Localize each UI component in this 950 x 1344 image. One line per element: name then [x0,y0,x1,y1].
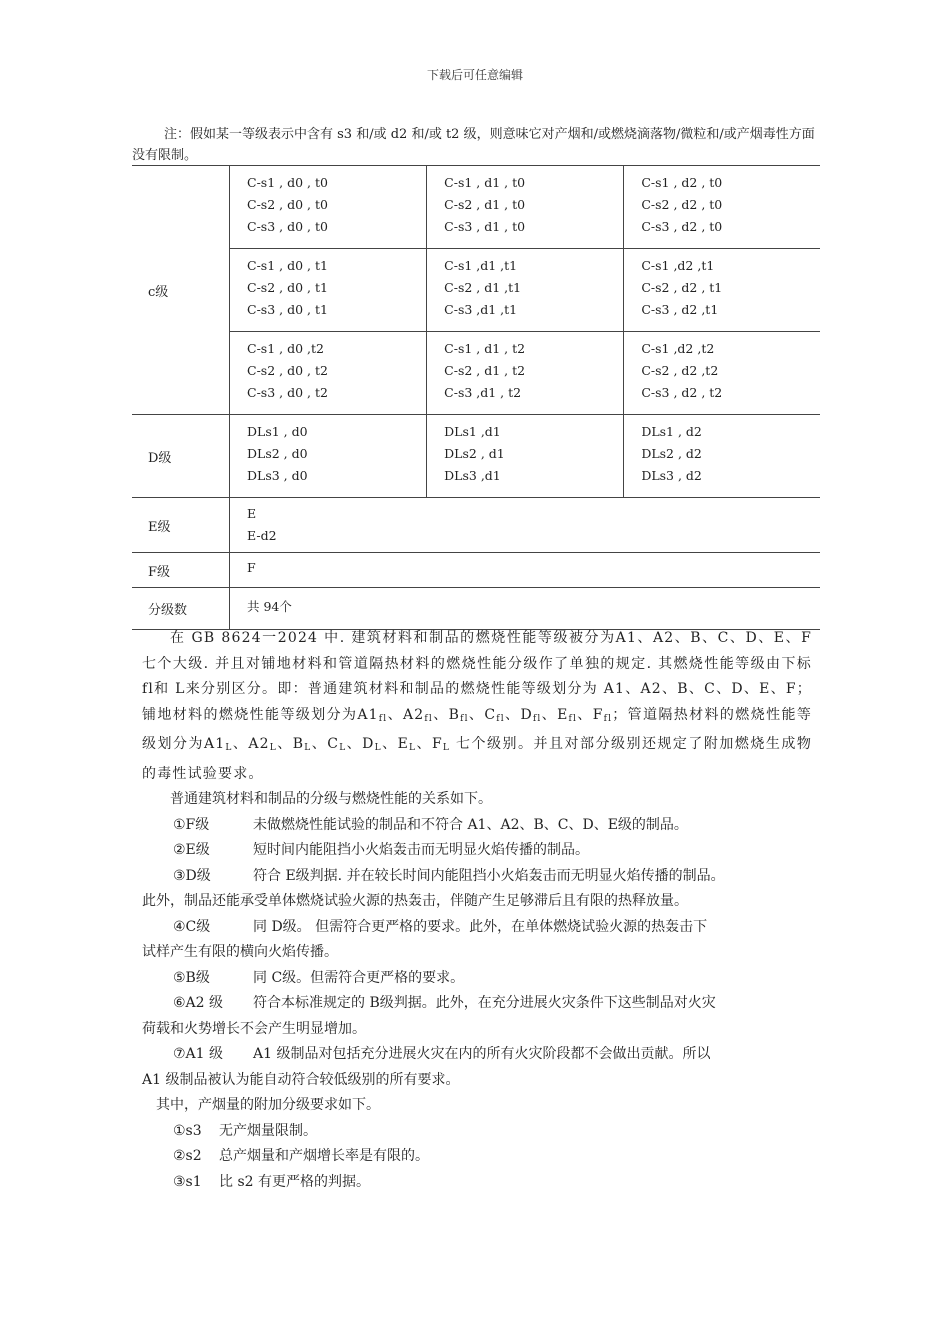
table-cell: C-s1 , d0 , t0 C-s2 , d0 , t0 C-s3 , d0 , t0 [230,166,427,249]
table-row-c [132,249,820,332]
row-label-f: F级 [132,553,230,588]
table-cell: C-s1 ,d1 ,t1 C-s2 , d1 ,t1 C-s3 ,d1 ,t1 [427,249,624,332]
row-label-e: E级 [132,498,230,553]
table-cell: DLs1 ,d1 DLs2 , d1 DLs3 ,d1 [427,415,624,498]
grade-item-f: ①F级 未做燃烧性能试验的制品和不符合 A1、A2、B、C、D、E级的制品。 [173,816,688,833]
table-row-e [132,498,820,553]
grade-item-d-cont: 此外，制品还能承受单体燃烧试验火源的热轰击，伴随产生足够滞后且有限的热释放量。 [142,893,688,909]
relation-intro: 普通建筑材料和制品的分级与燃烧性能的关系如下。 [170,791,492,807]
smoke-item-s3: ①s3 无产烟量限制。 [173,1122,317,1139]
table-cell: C-s1 ,d2 ,t2 C-s2 , d2 ,t2 C-s3 , d2 , t2 [624,332,820,415]
note-paragraph: 注：假如某一等级表示中含有 s3 和/或 d2 和/或 t2 级，则意味它对产烟和/或燃烧滴落物/微粒和/或产烟毒性方面没有限制。 [132,127,815,163]
table-row-count [132,588,820,630]
table-cell: F [230,553,821,588]
table-cell: DLs1 , d2 DLs2 , d2 DLs3 , d2 [624,415,820,498]
grade-item-a1: ⑦A1 级 A1 级制品对包括充分进展火灾在内的所有火灾阶段都不会做出贡献。所以 [173,1046,711,1062]
smoke-intro: 其中，产烟量的附加分级要求如下。 [156,1097,380,1113]
grade-item-a2: ⑥A2 级 符合本标准规定的 B级判据。此外，在充分进展火灾条件下这些制品对火灾 [173,995,716,1011]
table-cell: E E-d2 [230,498,821,553]
table-row-c [132,166,820,249]
row-label-d: D级 [132,415,230,498]
smoke-item-s2: ②s2 总产烟量和产烟增长率是有限的。 [173,1148,429,1164]
row-label-count: 分级数 [132,588,230,630]
table-cell: 共 94个 [230,588,821,630]
fl-grade-list: $A1_{fl}$、$A2_{fl}$、$B_{fl}$、$C_{fl}$、$D_{fl}$、$E_{fl}$、$F_{fl}$ [357,706,613,724]
grade-item-c: ④C级 同 D级。 但需符合更严格的要求。此外，在单体燃烧试验火源的热轰击下 [173,918,708,935]
table-cell: C-s1 , d1 , t0 C-s2 , d1 , t0 C-s3 , d1 , t0 [427,166,624,249]
grade-item-e: ②E级 短时间内能阻挡小火焰轰击而无明显火焰传播的制品。 [173,842,589,858]
l-grade-list: $A1_L$、$A2_L$、$B_L$、$C_L$、$D_L$、$E_L$、$F_L$ [203,736,451,753]
table-cell: C-s1 , d0 , t1 C-s2 , d0 , t1 C-s3 , d0 , t1 [230,249,427,332]
table-cell: C-s1 , d2 , t0 C-s2 , d2 , t0 C-s3 , d2 , t0 [624,166,820,249]
grade-item-a1-cont: A1 级制品被认为能自动符合较低级别的所有要求。 [142,1071,460,1088]
page-header: 下载后可任意编辑 [426,68,523,82]
smoke-item-s1: ③s1 比 s2 有更严格的判据。 [173,1173,370,1190]
table-row-c [132,332,820,415]
grade-table [132,165,820,630]
table-cell: C-s1 , d0 ,t2 C-s2 , d0 , t2 C-s3 , d0 , t2 [230,332,427,415]
table-cell: DLs1 , d0 DLs2 , d0 DLs3 , d0 [230,415,427,498]
table-row-f [132,553,820,588]
row-label-c: c级 [132,166,230,415]
grade-item-a2-cont: 荷载和火势增长不会产生明显增加。 [142,1020,366,1037]
body-text [142,626,812,1195]
grade-item-d: ③D级 符合 E级判据. 并在较长时间内能阻挡小火焰轰击而无明显火焰传播的制品。 [173,867,725,884]
grade-item-c-cont: 试样产生有限的横向火焰传播。 [142,944,338,960]
intro-paragraph: 在 GB 8624一2024 中. 建筑材料和制品的燃烧性能等级被分为A1、A2、B、C、D、E、F七个大级. 并且对铺地材料和管道隔热材料的燃烧性能分级作了单独的规定. 其燃烧性能等级由下标 fl和 L来分别区分。即：普通建筑材料和制品的燃烧性能等级划分为 A1、A2、B、C、D、E、F；铺地材料的燃烧性能等级划分为$A1_{fl}$、$A2_{fl}$、$B_{fl}$、$C_{fl}$、$D_{fl}$、$E_{fl}$、$F_{fl}$；管道隔热材料的燃烧性能等级划分为$A1_L$、$A2_L$、$B_L$、$C_L$、$D_L$、$E_L$、$F_L$ 七个级别。并且对部分级别还规定了附加燃烧生成物的毒性试验要求。 [142,630,813,782]
grade-item-b: ⑤B级 同 C级。但需符合更严格的要求。 [173,969,465,986]
table-cell: C-s1 , d1 , t2 C-s2 , d1 , t2 C-s3 ,d1 , t2 [427,332,624,415]
table-row-d [132,415,820,498]
table-cell: C-s1 ,d2 ,t1 C-s2 , d2 , t1 C-s3 , d2 ,t1 [624,249,820,332]
